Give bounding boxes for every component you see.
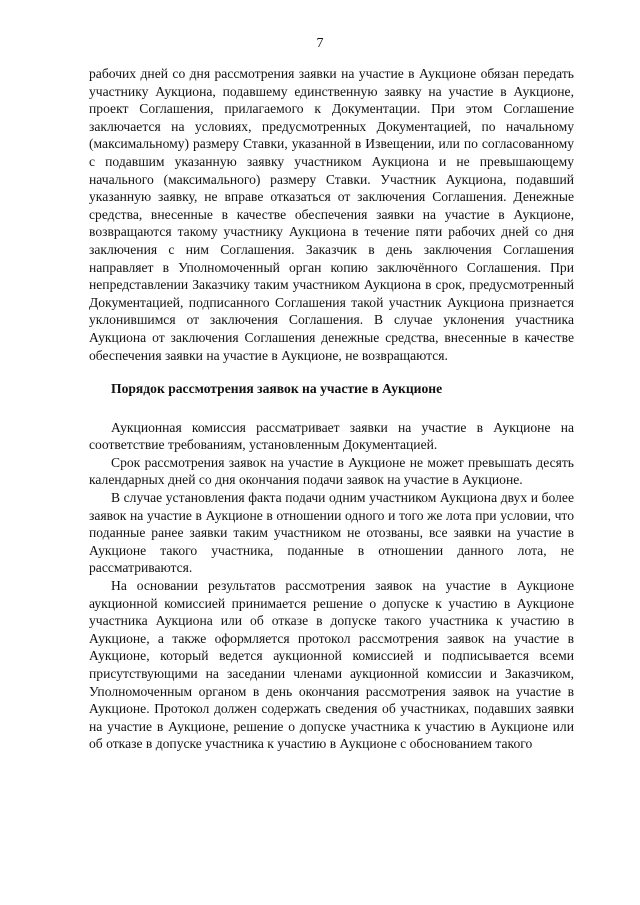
- body-paragraph: На основании результатов рассмотрения заявок на участие в Аукционе аукционной комиссией принимается решение о допуске к участию в Аукционе участника Аукциона или об отказе в допуске такого участника к участию в Аукционе, а также оформляется протокол рассмотрения заявок на участие в Аукционе, который ведется аукционной комиссией и подписывается всеми присутствующими на заседании членами аукционной комиссии и Заказчиком, Уполномоченным органом в день окончания рассмотрения заявок на участие в Аукционе. Протокол должен содержать сведения об участниках, подавших заявки на участие в Аукционе, решение о допуске участника к участию в Аукционе или об отказе в допуске участника к участию в Аукционе с обоснованием такого: [89, 578, 574, 752]
- continued-paragraph: рабочих дней со дня рассмотрения заявки на участие в Аукционе обязан передать участнику Аукциона, подавшему единственную заявку на участие в Аукционе, проект Соглашения, прилагаемого к Документации. При этом Соглашение заключается на условиях, предусмотренных Документацией, по начальному (максимальному) размеру Ставки, указанной в Извещении, или по согласованному с подавшим указанную заявку участником Аукциона и не превышающему начального (максимального) размеру Ставки. Участник Аукциона, подавший указанную заявку, не вправе отказаться от заключения Соглашения. Денежные средства, внесенные в качестве обеспечения заявки на участие в Аукционе, возвращаются такому участнику Аукциона в течение пяти рабочих дней со дня заключения с ним Соглашения. Заказчик в день заключения Соглашения направляет в Уполномоченный орган копию заключённого Соглашения. При непредставлении Заказчику таким участником Аукциона в срок, предусмотренный Документацией, подписанного Соглашения такой участник Аукциона признается уклонившимся от заключения Соглашения. В случае уклонения участника Аукциона от заключения Соглашения денежные средства, внесенные в качестве обеспечения заявки на участие в Аукционе, не возвращаются.: [89, 66, 574, 363]
- section-heading: Порядок рассмотрения заявок на участие в Аукционе: [111, 381, 443, 397]
- body-paragraph: В случае установления факта подачи одним участником Аукциона двух и более заявок на участие в Аукционе в отношении одного и того же лота при условии, что поданные ранее заявки таким участником не отозваны, все заявки на участие в Аукционе такого участника, поданные в отношении данного лота, не рассматриваются.: [89, 490, 574, 576]
- body-paragraph: Аукционная комиссия рассматривает заявки на участие в Аукционе на соответствие требованиям, установленным Документацией.: [89, 419, 574, 453]
- body-paragraph: Срок рассмотрения заявок на участие в Аукционе не может превышать десять календарных дней со дня окончания подачи заявок на участие в Аукционе.: [89, 454, 574, 488]
- page-number: 7: [316, 36, 324, 51]
- document-body: [89, 65, 574, 753]
